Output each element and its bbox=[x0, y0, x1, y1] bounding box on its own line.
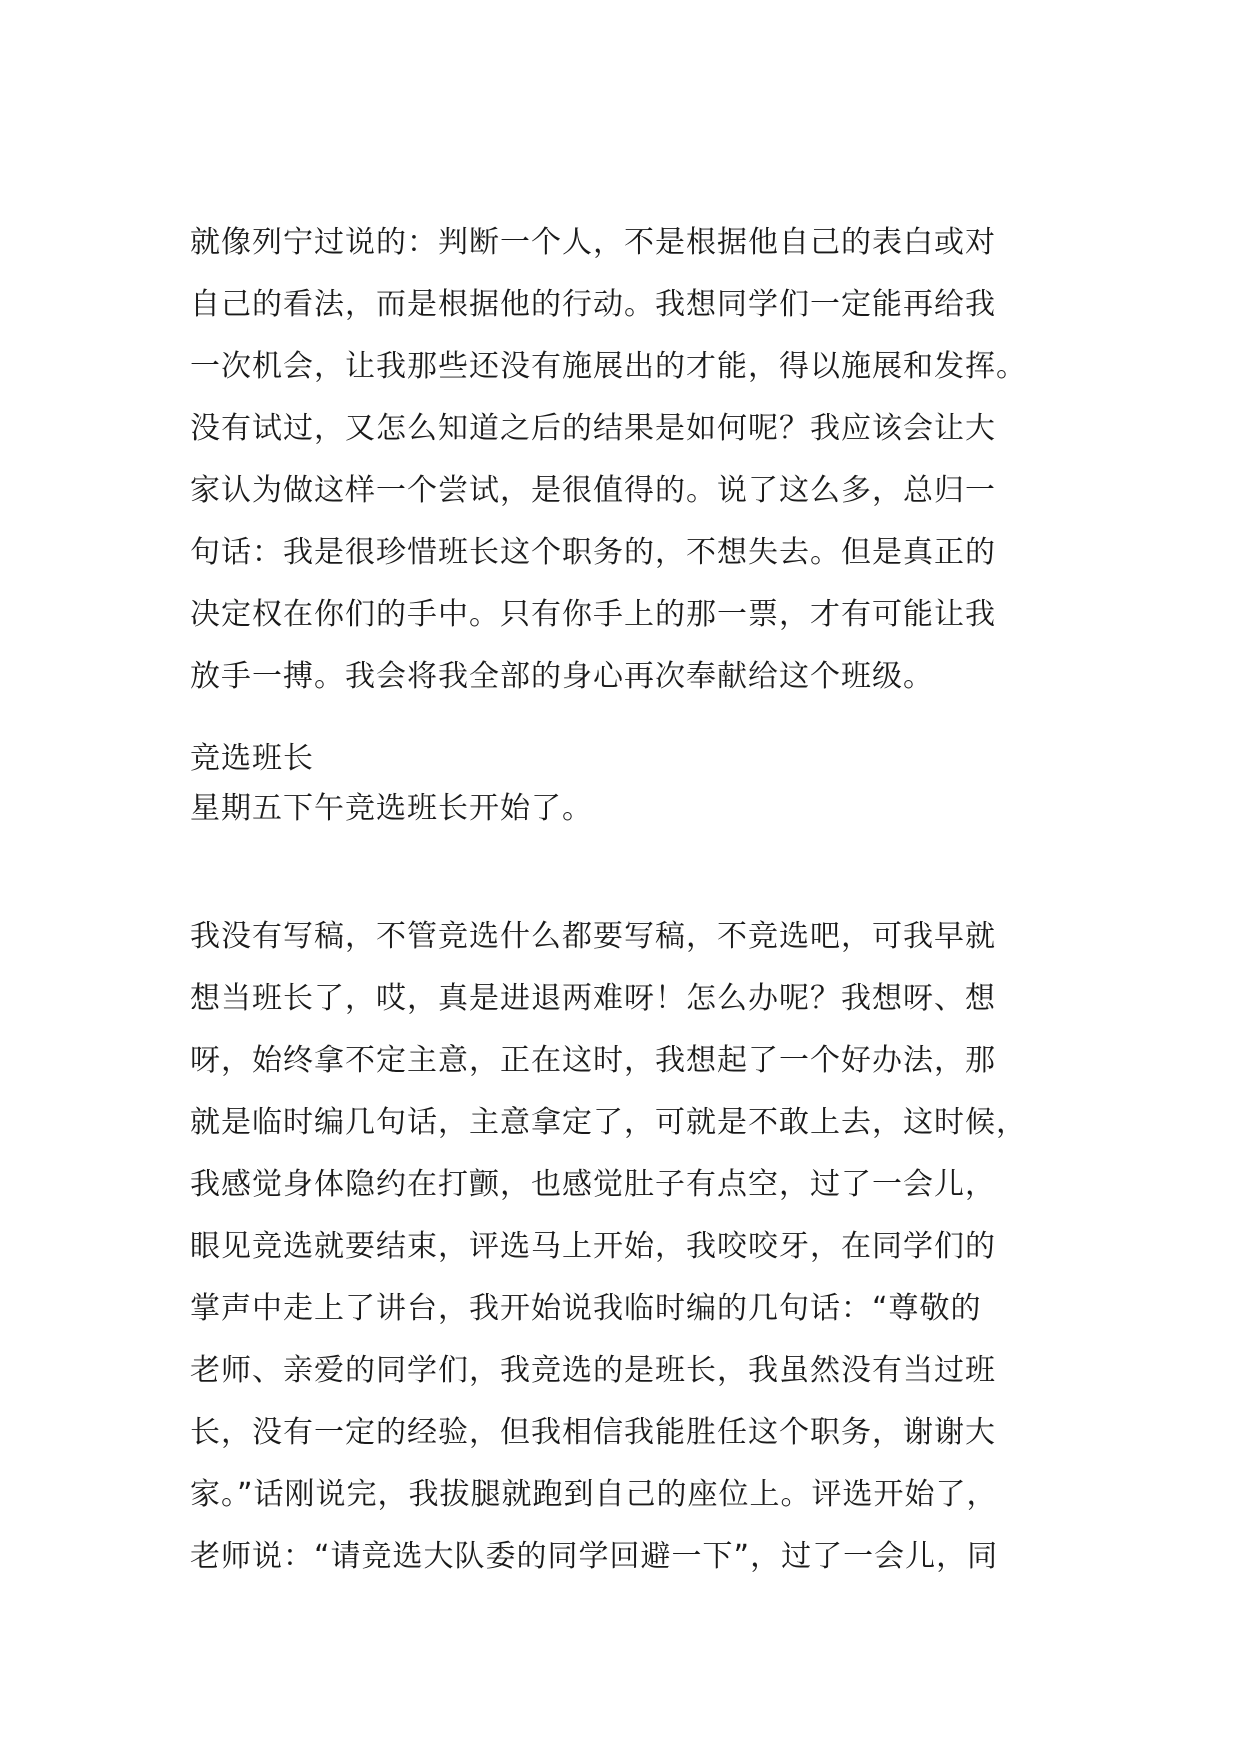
paragraph-line: 自己的看法，而是根据他的行动。我想同学们一定能再给我 bbox=[190, 287, 996, 322]
paragraph-line: 老师说：“请竞选大队委的同学回避一下”，过了一会儿，同 bbox=[190, 1539, 999, 1574]
paragraph-line: 长，没有一定的经验，但我相信我能胜任这个职务，谢谢大 bbox=[190, 1415, 996, 1450]
section-heading bbox=[190, 734, 1070, 834]
paragraph-line: 就像列宁过说的：判断一个人，不是根据他自己的表白或对 bbox=[190, 225, 996, 260]
paragraph-line: 想当班长了，哎，真是进退两难呀！怎么办呢？我想呀、想 bbox=[190, 981, 996, 1016]
section-subtitle: 星期五下午竞选班长开始了。 bbox=[190, 791, 593, 826]
paragraph-line: 老师、亲爱的同学们，我竞选的是班长，我虽然没有当过班 bbox=[190, 1353, 996, 1388]
paragraph-line: 家。”话刚说完，我拔腿就跑到自己的座位上。评选开始了， bbox=[190, 1477, 998, 1512]
paragraph-line: 没有试过，又怎么知道之后的结果是如何呢？我应该会让大 bbox=[190, 411, 996, 446]
paragraph-line: 家认为做这样一个尝试，是很值得的。说了这么多，总归一 bbox=[190, 473, 996, 508]
paragraph-line: 呀，始终拿不定主意，正在这时，我想起了一个好办法，那 bbox=[190, 1043, 996, 1078]
paragraph-line: 一次机会，让我那些还没有施展出的才能，得以施展和发挥。 bbox=[190, 349, 1027, 384]
paragraph-1 bbox=[190, 212, 1070, 708]
paragraph-line: 我没有写稿，不管竞选什么都要写稿，不竞选吧，可我早就 bbox=[190, 919, 996, 954]
paragraph-line: 放手一搏。我会将我全部的身心再次奉献给这个班级。 bbox=[190, 659, 934, 694]
paragraph-line: 决定权在你们的手中。只有你手上的那一票，才有可能让我 bbox=[190, 597, 996, 632]
paragraph-line: 眼见竞选就要结束，评选马上开始，我咬咬牙，在同学们的 bbox=[190, 1229, 996, 1264]
paragraph-line: 就是临时编几句话，主意拿定了，可就是不敢上去，这时候， bbox=[190, 1105, 1027, 1140]
paragraph-line: 掌声中走上了讲台，我开始说我临时编的几句话：“尊敬的 bbox=[190, 1291, 982, 1326]
paragraph-line: 我感觉身体隐约在打颤，也感觉肚子有点空，过了一会儿， bbox=[190, 1167, 996, 1202]
section-title: 竞选班长 bbox=[190, 741, 314, 776]
paragraph-2 bbox=[190, 906, 1070, 1588]
paragraph-line: 句话：我是很珍惜班长这个职务的，不想失去。但是真正的 bbox=[190, 535, 996, 570]
